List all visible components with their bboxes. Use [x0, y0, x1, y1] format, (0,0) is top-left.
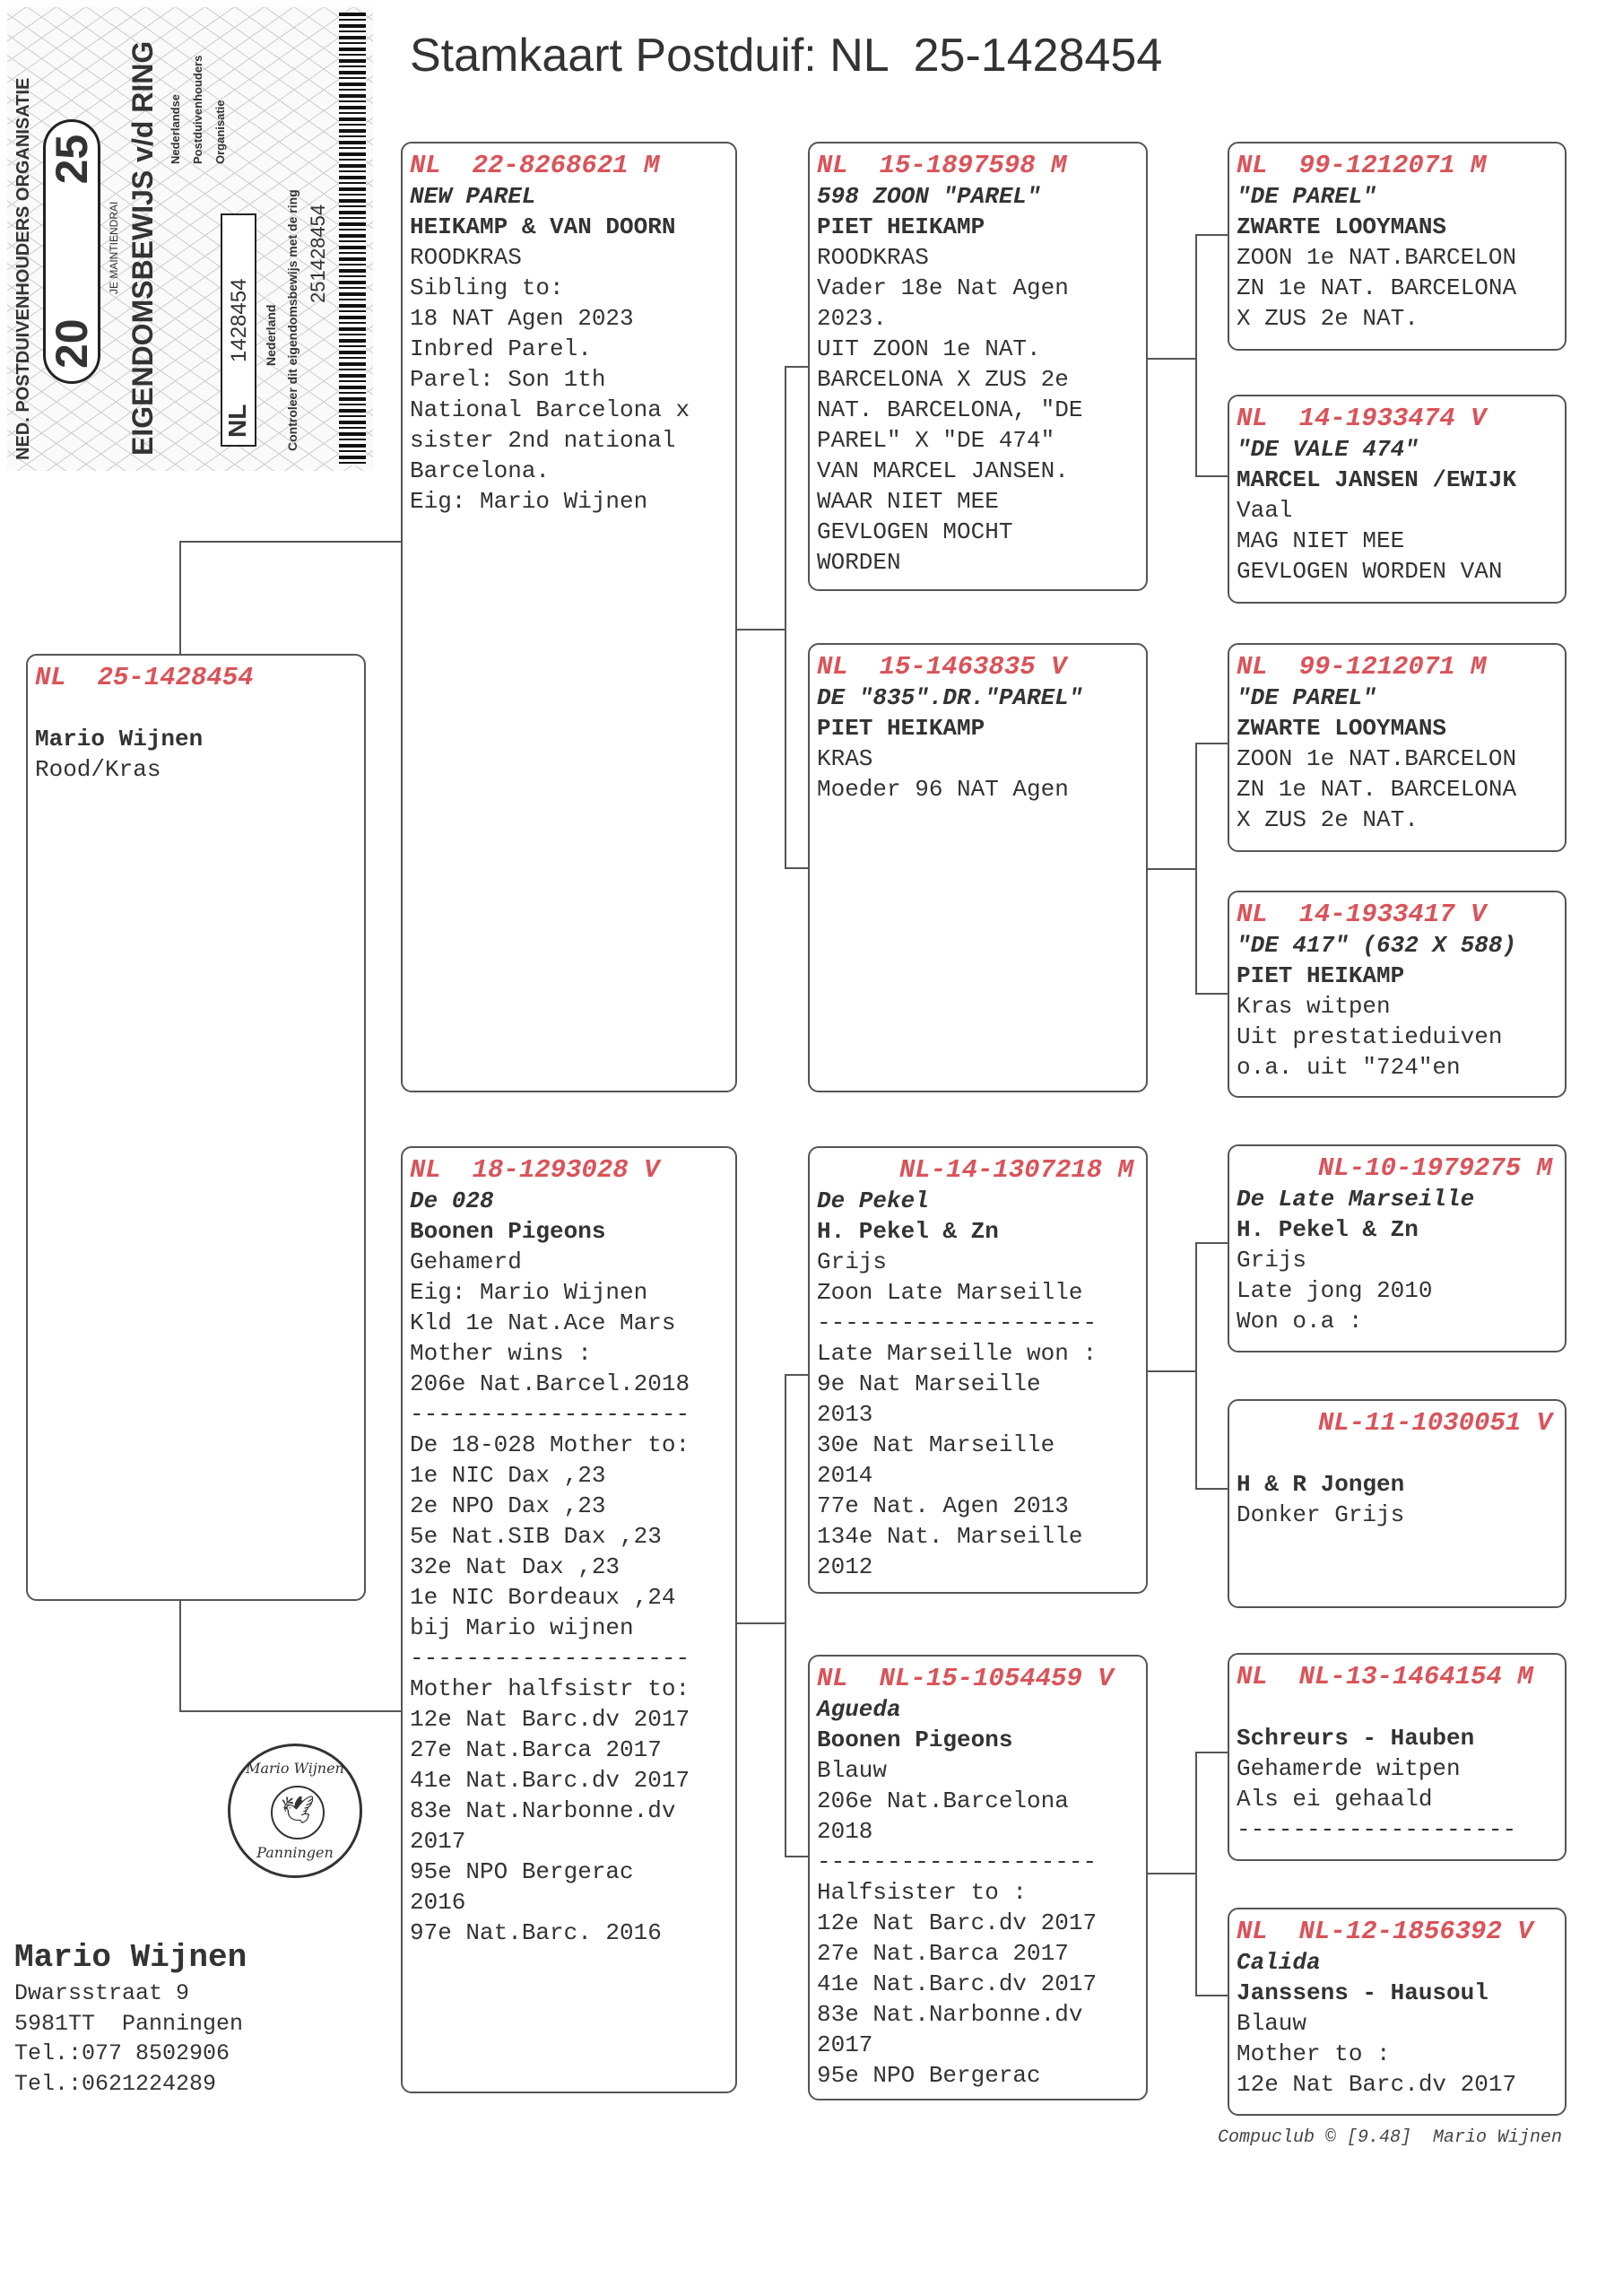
- pigeon-name: Agueda: [817, 1696, 901, 1723]
- info-line: 95e NPO Bergerac: [410, 1858, 634, 1885]
- connector: [1195, 1995, 1228, 1996]
- connector: [785, 1374, 786, 1857]
- info-line: WORDEN: [817, 549, 901, 576]
- connector: [1195, 234, 1197, 477]
- connector: [1195, 1242, 1197, 1490]
- connector: [737, 629, 785, 631]
- info-line: ZOON 1e NAT.BARCELON: [1237, 745, 1517, 772]
- info-line: Rood/Kras: [35, 756, 161, 783]
- info-line: [1237, 1692, 1565, 1723]
- info-line: 206e Nat.Barcelona: [817, 1787, 1069, 1814]
- info-line: Blauw: [817, 1757, 888, 1784]
- cert-country: NL: [223, 404, 251, 438]
- info-line: 2016: [410, 1889, 466, 1916]
- connector: [785, 366, 786, 869]
- info-line: 30e Nat Marseille: [817, 1431, 1055, 1458]
- cert-year: [43, 119, 100, 384]
- breeder-name: PIET HEIKAMP: [817, 715, 985, 742]
- ring-number: NL 22-8268621 M: [410, 151, 660, 180]
- info-line: Vaal: [1237, 497, 1293, 524]
- info-line: 32e Nat Dax ,23: [410, 1553, 621, 1580]
- info-line: [1237, 1439, 1565, 1469]
- connector: [179, 1601, 181, 1711]
- pigeon-card-mmf[interactable]: [1228, 1653, 1567, 1861]
- info-line: BARCELONA X ZUS 2e: [817, 366, 1069, 393]
- cert-year-left: 20: [47, 318, 97, 369]
- info-line: 12e Nat Barc.dv 2017: [1237, 2071, 1517, 2098]
- cert-org: NED. POSTDUIVENHOUDERS ORGANISATIE: [13, 77, 33, 460]
- connector: [737, 1622, 785, 1624]
- info-line: Late jong 2010: [1237, 1277, 1433, 1304]
- info-line: 206e Nat.Barcel.2018: [410, 1370, 690, 1397]
- info-line: Grijs: [1237, 1247, 1307, 1274]
- breeder-street: Dwarsstraat 9: [14, 1980, 190, 2006]
- info-line: WAAR NIET MEE: [817, 488, 999, 515]
- info-line: 9e Nat Marseille: [817, 1370, 1041, 1397]
- connector: [179, 541, 401, 543]
- cert-year-right: 25: [47, 134, 97, 185]
- ring-number: NL 14-1933417 V: [1237, 900, 1487, 929]
- pigeon-card-mfm[interactable]: [1228, 1399, 1567, 1608]
- pigeon-name: "DE 417" (632 X 588): [1237, 932, 1517, 959]
- stamp-bottom-text: Panningen: [256, 1844, 334, 1861]
- info-line: GEVLOGEN MOCHT: [817, 518, 1013, 545]
- info-line: Won o.a :: [1237, 1308, 1363, 1335]
- info-line: Gehamerd: [410, 1248, 522, 1275]
- pigeon-name: "DE VALE 474": [1237, 436, 1419, 463]
- breeder-name: H & R Jongen: [1237, 1471, 1405, 1498]
- info-line: --------------------: [1237, 1816, 1517, 1843]
- info-line: 134e Nat. Marseille: [817, 1523, 1083, 1550]
- connector: [1195, 475, 1228, 477]
- breeder-name: ZWARTE LOOYMANS: [1237, 715, 1447, 742]
- connector: [1195, 1242, 1228, 1244]
- breeder-address: [14, 1937, 247, 2099]
- pigeon-card-fmm[interactable]: [1228, 891, 1567, 1098]
- ring-number: NL 99-1212071 M: [1237, 151, 1487, 180]
- breeder-name: Boonen Pigeons: [817, 1726, 1013, 1753]
- breeder-city: 5981TT Panningen: [14, 2010, 244, 2037]
- breeder-name: Mario Wijnen: [35, 726, 204, 752]
- info-line: Donker Grijs: [1237, 1501, 1405, 1528]
- cert-npo-1: Nederlandse: [169, 93, 182, 164]
- info-line: De 18-028 Mother to:: [410, 1431, 690, 1458]
- info-line: ROODKRAS: [410, 244, 522, 271]
- info-line: 41e Nat.Barc.dv 2017: [410, 1767, 690, 1794]
- breeder-name: H. Pekel & Zn: [1237, 1216, 1419, 1243]
- info-line: 95e NPO Bergerac: [817, 2062, 1041, 2089]
- info-line: Mother halfsistr to:: [410, 1675, 690, 1702]
- cert-ring-box: [221, 213, 256, 447]
- info-line: Blauw: [1237, 2010, 1307, 2037]
- ring-number: NL NL-15-1054459 V: [817, 1664, 1114, 1693]
- info-line: bij Mario wijnen: [410, 1614, 634, 1641]
- info-line: ZN 1e NAT. BARCELONA: [1237, 274, 1517, 301]
- pigeon-name: Calida: [1237, 1949, 1321, 1976]
- info-line: UIT ZOON 1e NAT.: [817, 335, 1041, 362]
- pigeon-card-subject[interactable]: [26, 654, 366, 1601]
- ring-number: NL-10-1979275 M: [1317, 1153, 1552, 1183]
- connector: [1195, 743, 1197, 995]
- connector: [179, 1710, 401, 1712]
- info-line: VAN MARCEL JANSEN.: [817, 457, 1069, 484]
- pigeon-name: De Pekel: [817, 1187, 929, 1214]
- info-line: X ZUS 2e NAT.: [1237, 305, 1419, 332]
- info-line: 1e NIC Dax ,23: [410, 1462, 606, 1489]
- info-line: Halfsister to :: [817, 1879, 1028, 1906]
- pigeon-name: 598 ZOON "PAREL": [817, 183, 1041, 210]
- info-line: Gehamerde witpen: [1237, 1755, 1461, 1782]
- pigeon-card-fmf[interactable]: [1228, 643, 1567, 852]
- info-line: Eig: Mario Wijnen: [410, 488, 648, 515]
- pigeon-card-father-father[interactable]: [808, 142, 1148, 591]
- dove-icon: 🕊: [271, 1786, 325, 1839]
- info-line: MAG NIET MEE: [1237, 527, 1405, 554]
- breeder-name: MARCEL JANSEN /EWIJK: [1237, 466, 1517, 493]
- cert-ring: 1428454: [227, 278, 251, 362]
- info-line: Sibling to:: [410, 274, 564, 301]
- info-line: --------------------: [410, 1401, 690, 1428]
- info-line: 27e Nat.Barca 2017: [410, 1736, 662, 1763]
- pigeon-card-ffm[interactable]: [1228, 395, 1567, 604]
- info-line: Kras witpen: [1237, 993, 1391, 1020]
- pigeon-name: DE "835".DR."PAREL": [817, 684, 1083, 711]
- connector: [1148, 868, 1195, 870]
- connector: [1148, 1873, 1195, 1874]
- cert-npo-3: Organisatie: [213, 100, 227, 164]
- info-line: Barcelona.: [410, 457, 551, 484]
- breeder-name: Janssens - Hausoul: [1237, 1979, 1488, 2006]
- connector: [785, 366, 808, 368]
- info-line: --------------------: [410, 1645, 690, 1672]
- info-line: PAREL" X "DE 474": [817, 427, 1055, 454]
- pigeon-card-father[interactable]: [401, 142, 737, 1092]
- info-line: sister 2nd national: [410, 427, 676, 454]
- ring-number: NL 18-1293028 V: [410, 1155, 660, 1185]
- breeder-name: PIET HEIKAMP: [817, 213, 985, 240]
- info-line: Moeder 96 NAT Agen: [817, 776, 1069, 803]
- connector: [1148, 1370, 1195, 1372]
- connector: [1195, 1752, 1197, 1996]
- info-line: 12e Nat Barc.dv 2017: [817, 1909, 1098, 1936]
- stamp-top-text: Mario Wijnen: [246, 1760, 344, 1777]
- ring-number: NL-14-1307218 M: [898, 1155, 1133, 1185]
- connector: [785, 867, 808, 869]
- ring-number: NL 14-1933474 V: [1237, 404, 1487, 433]
- info-line: --------------------: [817, 1309, 1098, 1336]
- info-line: 27e Nat.Barca 2017: [817, 1940, 1069, 1967]
- breeder-name: Boonen Pigeons: [410, 1218, 606, 1245]
- info-line: Mother to :: [1237, 2040, 1391, 2067]
- info-line: KRAS: [817, 745, 873, 772]
- breeder-tel1: Tel.:077 8502906: [14, 2040, 230, 2066]
- pigeon-card-mother-father[interactable]: [808, 1146, 1148, 1594]
- connector: [1195, 234, 1228, 236]
- connector: [1195, 1752, 1228, 1753]
- breeder-name: ZWARTE LOOYMANS: [1237, 213, 1447, 240]
- info-line: National Barcelona x: [410, 396, 690, 423]
- info-line: Late Marseille won :: [817, 1340, 1098, 1367]
- connector: [785, 1374, 808, 1376]
- ring-number: NL 25-1428454: [35, 663, 254, 692]
- info-line: Grijs: [817, 1248, 888, 1275]
- connector: [1195, 743, 1228, 744]
- ring-number: NL 99-1212071 M: [1237, 652, 1487, 682]
- connector: [1148, 358, 1195, 360]
- info-line: 2012: [817, 1553, 873, 1580]
- info-line: ZN 1e NAT. BARCELONA: [1237, 776, 1517, 803]
- pigeon-name: "DE PAREL": [1237, 684, 1377, 711]
- connector: [1195, 1488, 1228, 1490]
- cert-heading: EIGENDOMSBEWIJS v/d RING: [126, 40, 159, 456]
- info-line: 1e NIC Bordeaux ,24: [410, 1584, 676, 1611]
- info-line: 12e Nat Barc.dv 2017: [410, 1706, 690, 1733]
- pigeon-card-mother-mother[interactable]: [808, 1655, 1148, 2100]
- info-line: 2017: [410, 1828, 466, 1855]
- info-line: Eig: Mario Wijnen: [410, 1279, 648, 1306]
- breeder-tel2: Tel.:0621224289: [14, 2070, 217, 2097]
- cert-npo-2: Postduivenhouders: [191, 55, 204, 164]
- info-line: 83e Nat.Narbonne.dv: [817, 2001, 1083, 2028]
- ring-number: NL NL-13-1464154 M: [1237, 1662, 1533, 1692]
- info-line: NAT. BARCELONA, "DE: [817, 396, 1083, 423]
- cert-control: Controleer dit eigendomsbewijs met de ring: [285, 189, 299, 451]
- barcode: [339, 13, 366, 465]
- info-line: 2018: [817, 1818, 873, 1845]
- ring-number: NL 15-1463835 V: [817, 652, 1067, 682]
- connector: [179, 541, 181, 654]
- info-line: Zoon Late Marseille: [817, 1279, 1083, 1306]
- breeder-name: PIET HEIKAMP: [1237, 962, 1405, 989]
- info-line: 18 NAT Agen 2023: [410, 305, 634, 332]
- pigeon-name: De Late Marseille: [1237, 1186, 1475, 1213]
- pigeon-name: De 028: [410, 1187, 494, 1214]
- info-line: 5e Nat.SIB Dax ,23: [410, 1523, 662, 1550]
- info-line: o.a. uit "724"en: [1237, 1054, 1461, 1081]
- cert-barcode-number: 251428454: [307, 204, 329, 303]
- info-line: [35, 693, 364, 724]
- info-line: Inbred Parel.: [410, 335, 592, 362]
- info-line: 2014: [817, 1462, 873, 1489]
- breeder-name: Schreurs - Hauben: [1237, 1725, 1475, 1752]
- breeder-stamp: [228, 1744, 362, 1878]
- cert-motto: JE MAINTIENDRAI: [108, 201, 120, 294]
- page-title: Stamkaart Postduif: NL 25-1428454: [410, 30, 1163, 82]
- info-line: ZOON 1e NAT.BARCELON: [1237, 244, 1517, 271]
- info-line: Mother wins :: [410, 1340, 592, 1367]
- ring-number: NL-11-1030051 V: [1317, 1408, 1552, 1438]
- info-line: 2013: [817, 1401, 873, 1428]
- cert-nederland: Nederland: [264, 304, 278, 366]
- pigeon-card-mff[interactable]: [1228, 1144, 1567, 1352]
- info-line: --------------------: [817, 1848, 1098, 1875]
- breeder-name: Mario Wijnen: [14, 1939, 247, 1976]
- info-line: 2023.: [817, 305, 888, 332]
- info-line: GEVLOGEN WORDEN VAN: [1237, 558, 1503, 585]
- connector: [1195, 993, 1228, 995]
- breeder-name: HEIKAMP & VAN DOORN: [410, 213, 676, 240]
- info-line: 2017: [817, 2031, 873, 2058]
- pigeon-name: NEW PAREL: [410, 183, 536, 210]
- info-line: 41e Nat.Barc.dv 2017: [817, 1970, 1098, 1997]
- breeder-name: H. Pekel & Zn: [817, 1218, 999, 1245]
- info-line: 2e NPO Dax ,23: [410, 1492, 606, 1519]
- info-line: X ZUS 2e NAT.: [1237, 806, 1419, 833]
- info-line: Parel: Son 1th: [410, 366, 606, 393]
- info-line: Kld 1e Nat.Ace Mars: [410, 1309, 676, 1336]
- pigeon-card-father-mother[interactable]: [808, 643, 1148, 1092]
- pigeon-name: "DE PAREL": [1237, 183, 1377, 210]
- pigeon-card-mmm[interactable]: [1228, 1908, 1567, 2116]
- info-line: Vader 18e Nat Agen: [817, 274, 1069, 301]
- info-line: 77e Nat. Agen 2013: [817, 1492, 1069, 1519]
- info-line: 83e Nat.Narbonne.dv: [410, 1797, 676, 1824]
- info-line: 97e Nat.Barc. 2016: [410, 1919, 662, 1946]
- info-line: Uit prestatieduiven: [1237, 1023, 1503, 1050]
- ring-certificate: [7, 7, 373, 471]
- ring-number: NL NL-12-1856392 V: [1237, 1917, 1533, 1946]
- connector: [785, 1856, 808, 1857]
- ring-number: NL 15-1897598 M: [817, 151, 1067, 180]
- pigeon-card-mother[interactable]: [401, 1146, 737, 2093]
- pigeon-card-fff[interactable]: [1228, 142, 1567, 351]
- info-line: Als ei gehaald: [1237, 1786, 1433, 1813]
- info-line: ROODKRAS: [817, 244, 929, 271]
- software-credit: Compuclub © [9.48] Mario Wijnen: [1218, 2127, 1563, 2148]
